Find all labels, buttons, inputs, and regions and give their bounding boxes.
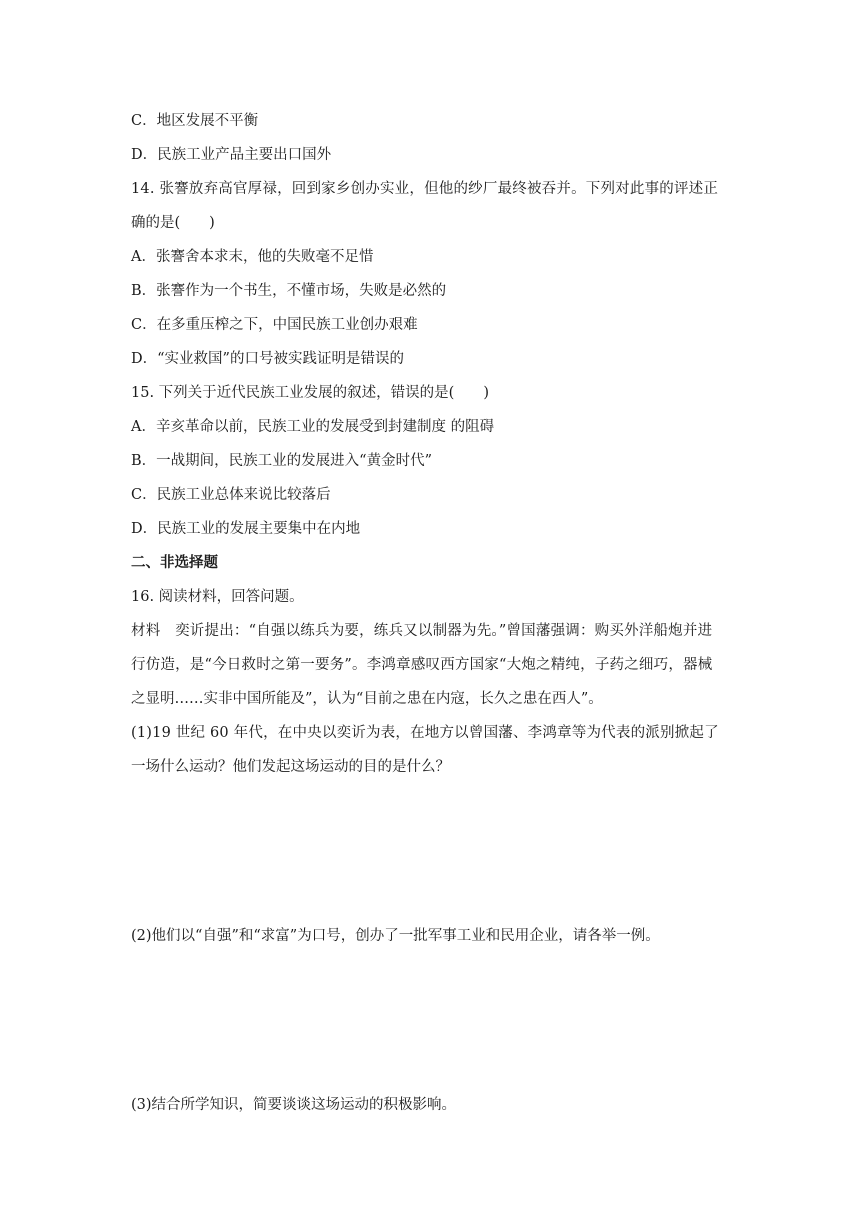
q15-option-a: A．辛亥革命以前，民族工业的发展受到封建制度 的阻碍	[131, 419, 495, 435]
q16-sub3: (3)结合所学知识，简要谈谈这场运动的积极影响。	[131, 1097, 457, 1113]
q16-material-line2: 行仿造，是“今日救时之第一要务”。李鸿章感叹西方国家“大炮之精纯，子药之细巧，器械	[131, 657, 713, 673]
q15-stem: 15. 下列关于近代民族工业发展的叙述，错误的是( )	[131, 385, 489, 401]
q15-option-c: C．民族工业总体来说比较落后	[131, 487, 331, 503]
q16-sub2: (2)他们以“自强”和“求富”为口号，创办了一批军事工业和民用企业，请各举一例。	[131, 928, 660, 944]
q14-stem-line1: 14. 张謇放弃高官厚禄，回到家乡创办实业，但他的纱厂最终被吞并。下列对此事的评述正	[131, 181, 719, 197]
q16-stem: 16. 阅读材料，回答问题。	[131, 589, 304, 605]
q14-option-a: A．张謇舍本求末，他的失败毫不足惜	[131, 249, 374, 265]
q14-option-d: D．“实业救国”的口号被实践证明是错误的	[131, 351, 404, 367]
q16-material-line1: 材料 奕䜣提出：“自强以练兵为要，练兵又以制器为先。”曾国藩强调：购买外洋船炮并进	[131, 623, 713, 639]
q16-sub1-line1: (1)19 世纪 60 年代，在中央以奕䜣为表，在地方以曾国藩、李鸿章等为代表的派别掀起了	[131, 725, 719, 741]
q13-option-c: C．地区发展不平衡	[131, 113, 259, 129]
q15-option-d: D．民族工业的发展主要集中在内地	[131, 521, 361, 537]
q16-material-line3: 之显明……实非中国所能及”，认为“目前之患在内寇，长久之患在西人”。	[131, 691, 603, 707]
q15-option-b: B．一战期间，民族工业的发展进入“黄金时代”	[131, 453, 432, 469]
q14-stem-line2: 确的是( )	[131, 215, 215, 231]
q16-sub1-line2: 一场什么运动？他们发起这场运动的目的是什么？	[131, 759, 450, 775]
q13-option-d: D．民族工业产品主要出口国外	[131, 147, 332, 163]
q14-option-c: C．在多重压榨之下，中国民族工业创办艰难	[131, 317, 418, 333]
q14-option-b: B．张謇作为一个书生，不懂市场，失败是必然的	[131, 283, 447, 299]
section-title: 二、非选择题	[131, 555, 218, 571]
